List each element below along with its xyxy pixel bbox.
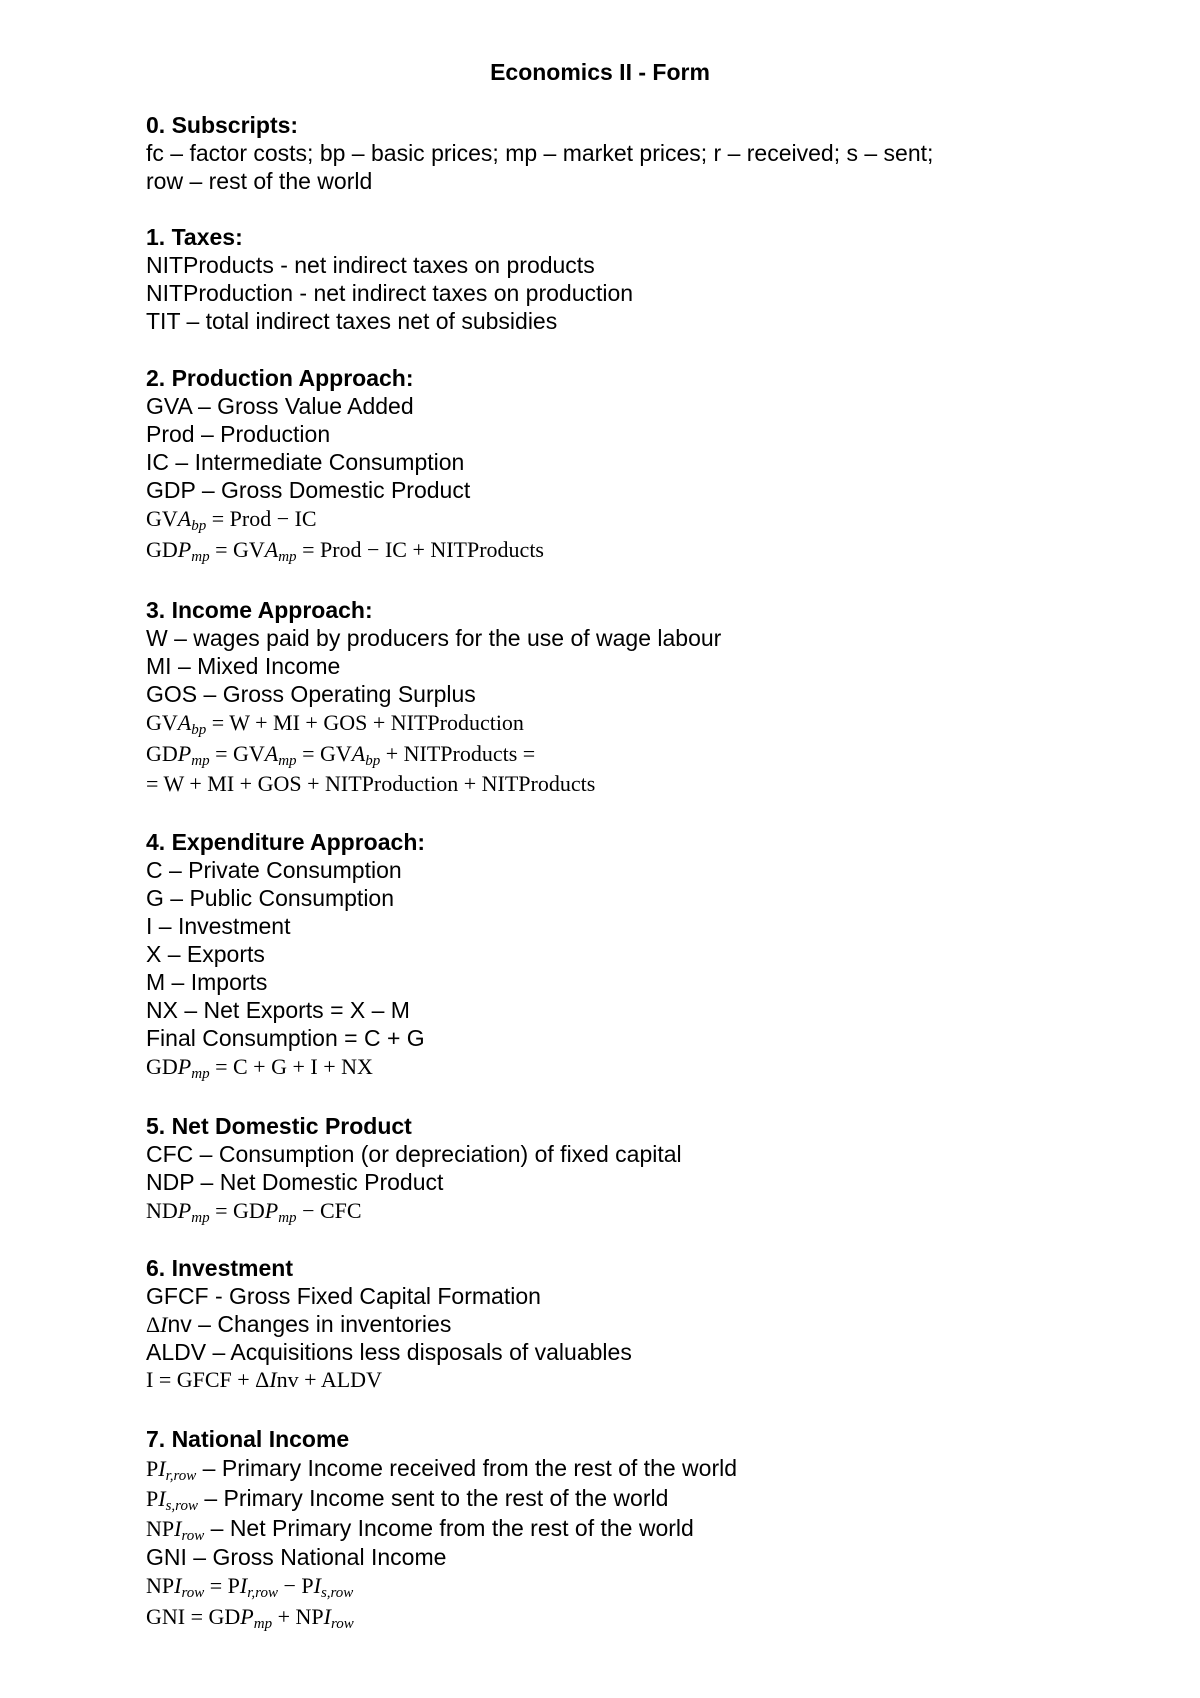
section-2-formula-2: $GDP_{mp} = GVA_{mp}$ = Prod − IC + NITProducts [146,537,544,565]
section-6-formula-1: I = GFCF + ΔInv + ALDV [146,1367,382,1392]
section-4-item: M – Imports [146,969,268,995]
section-4-heading: 4. Expenditure Approach: [146,829,426,855]
document-title: Economics II - Form [490,59,710,85]
section-3-formula-3: = W + MI + GOS + NITProduction + NITProducts [146,771,596,796]
section-0-text-line-2: row – rest of the world [146,168,373,194]
section-1-item: TIT – total indirect taxes net of subsidies [146,308,558,334]
section-2-formula-1: $GVA_{bp}$ = Prod − IC [146,506,317,534]
section-1-heading: 1. Taxes: [146,224,243,250]
section-1-item: NITProducts - net indirect taxes on products [146,252,595,278]
section-6-item: ΔInv – Changes in inventories [146,1311,452,1337]
section-3-item: W – wages paid by producers for the use of wage labour [146,625,722,651]
section-1-item: NITProduction - net indirect taxes on production [146,280,634,306]
section-5-item: NDP – Net Domestic Product [146,1169,444,1195]
section-4-item: G – Public Consumption [146,885,395,911]
section-4-formula-1: $GDP_{mp} = C + G + I$ + NX [146,1054,373,1082]
section-2-item: Prod – Production [146,421,331,447]
section-2-item: IC – Intermediate Consumption [146,449,465,475]
section-6-item: ALDV – Acquisitions less disposals of valuables [146,1339,632,1365]
section-7-formula-1: $NPI_{row} = PI_{r,row} - PI_{s,row}$ [146,1573,354,1601]
section-4-item: C – Private Consumption [146,857,402,883]
section-3-formula-2: $GDP_{mp} = GVA_{mp} = GVA_{bp}$ + NITProducts = [146,741,536,769]
section-7-heading: 7. National Income [146,1426,350,1452]
section-2-heading: 2. Production Approach: [146,365,414,391]
section-5-heading: 5. Net Domestic Product [146,1113,412,1139]
section-2-item: GVA – Gross Value Added [146,393,414,419]
section-7-formula-2: GNI = $GDP_{mp} + NPI_{row}$ [146,1604,354,1632]
section-4-item: I – Investment [146,913,291,939]
section-3-formula-1: $GVA_{bp} = W$ + MI + GOS + NITProduction [146,710,524,738]
section-7-item: $PI_{s,row}$ – Primary Income sent to the rest of the world [146,1485,669,1514]
section-7-item: GNI – Gross National Income [146,1544,447,1570]
section-3-item: MI – Mixed Income [146,653,341,679]
section-2-item: GDP – Gross Domestic Product [146,477,471,503]
section-7-item: $PI_{r,row}$ – Primary Income received from the rest of the world [146,1455,737,1484]
section-6-item: GFCF - Gross Fixed Capital Formation [146,1283,541,1309]
section-0-text-line-1: fc – factor costs; bp – basic prices; mp – market prices; r – received; s – sent; [146,140,934,166]
section-0-heading: 0. Subscripts: [146,112,299,138]
section-4-item: NX – Net Exports = X – M [146,997,410,1023]
section-4-item: Final Consumption = C + G [146,1025,425,1051]
section-3-item: GOS – Gross Operating Surplus [146,681,476,707]
section-4-item: X – Exports [146,941,265,967]
section-3-heading: 3. Income Approach: [146,597,373,623]
section-5-item: CFC – Consumption (or depreciation) of fixed capital [146,1141,682,1167]
section-5-formula-1: $NDP_{mp} = GDP_{mp}$ − CFC [146,1198,362,1226]
section-6-heading: 6. Investment [146,1255,293,1281]
section-7-item: $NPI_{row}$ – Net Primary Income from the rest of the world [146,1515,694,1544]
